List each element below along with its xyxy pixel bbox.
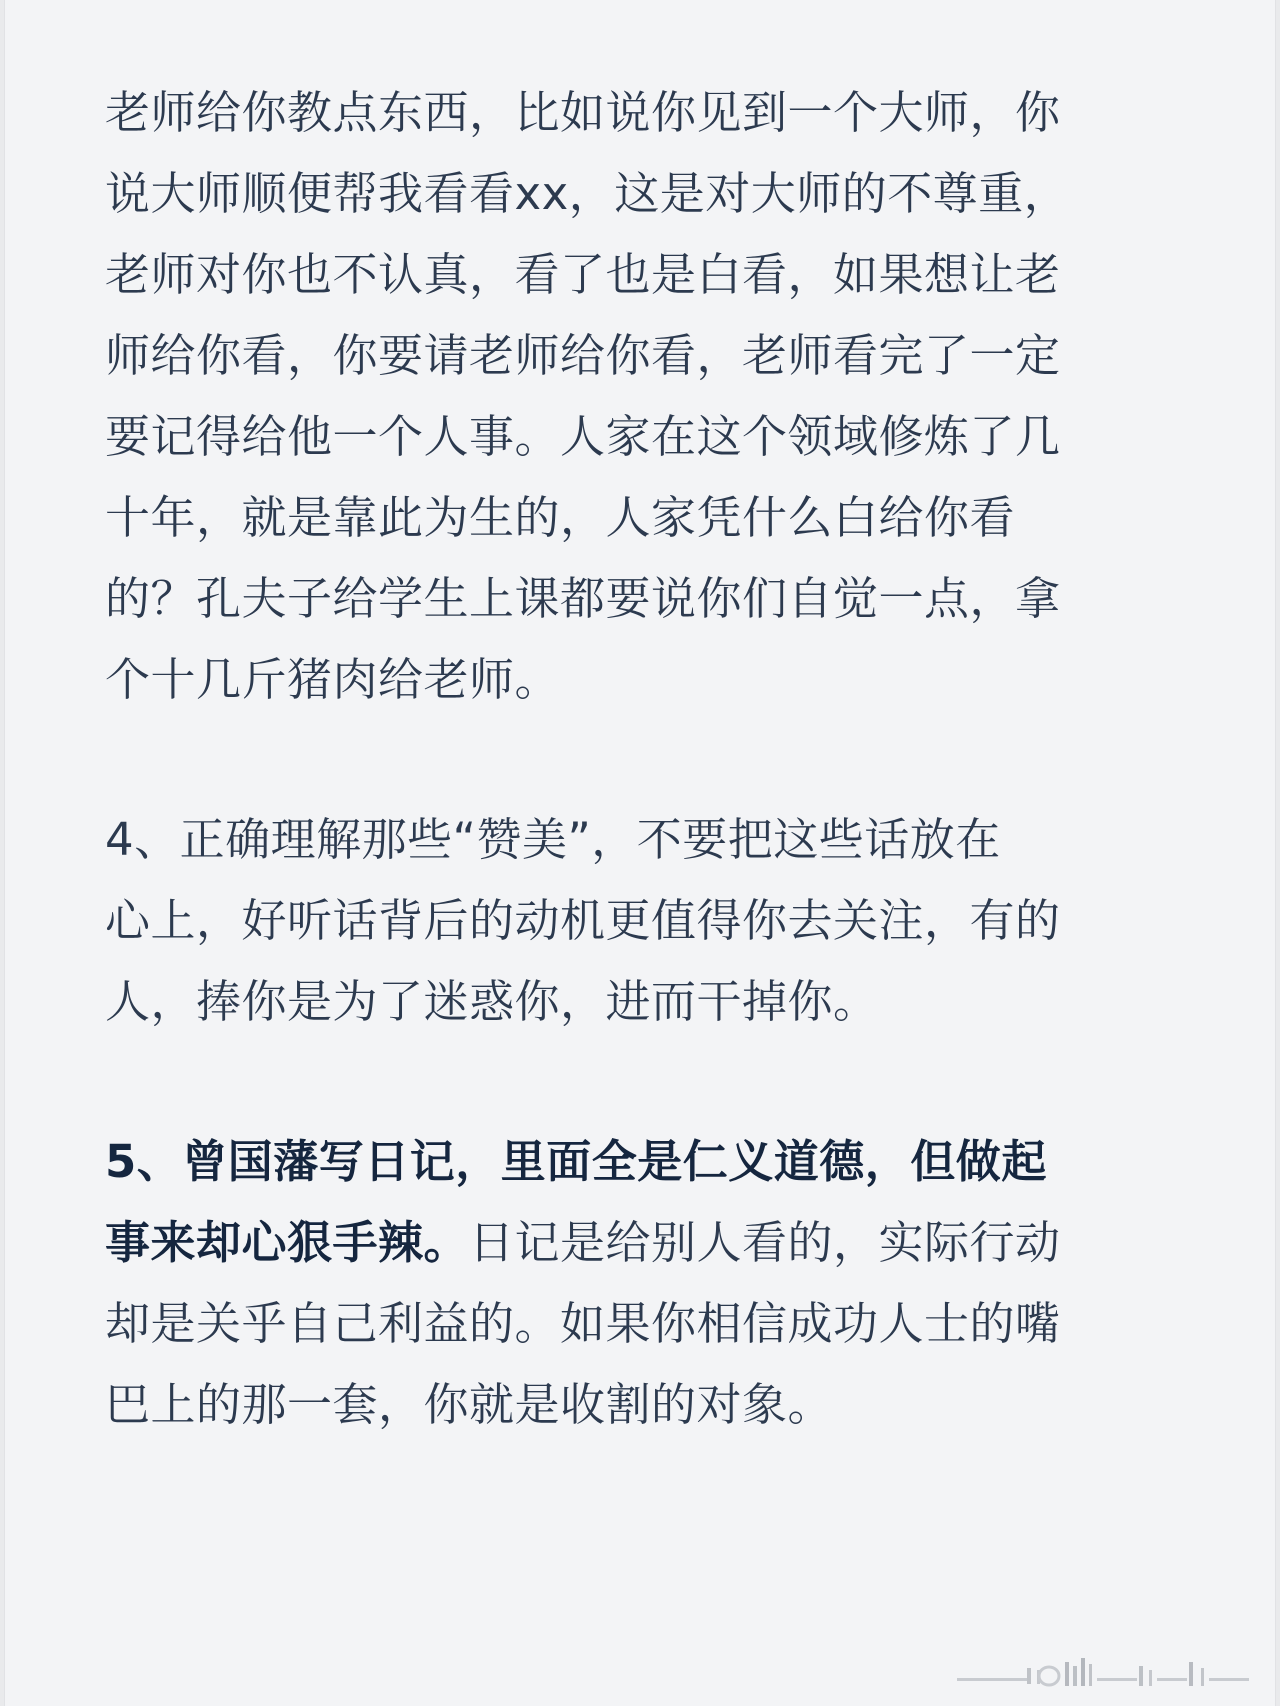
text-line: 巴上的那一套，你就是收割的对象。 — [105, 1378, 834, 1431]
text-line: 师给你看，你要请老师给你看，老师看完了一定 — [105, 329, 1061, 382]
paragraph-point-5 — [105, 1121, 1155, 1445]
text-line: 十年，就是靠此为生的，人家凭什么白给你看 — [105, 491, 1016, 544]
text-line: 人，捧你是为了迷惑你，进而干掉你。 — [105, 975, 879, 1028]
bold-heading-fragment: 事来却心狠手辣。 — [105, 1216, 470, 1269]
text-line: 老师给你教点东西，比如说你见到一个大师，你 — [105, 86, 1061, 139]
text-line: 的？孔夫子给学生上课都要说你们自觉一点，拿 — [105, 572, 1061, 625]
text-line: 说大师顺便帮我看看xx，这是对大师的不尊重， — [105, 167, 1070, 220]
text-line: 个十几斤猪肉给老师。 — [105, 653, 561, 706]
document-page — [4, 0, 1276, 1706]
text-line: 要记得给他一个人事。人家在这个领域修炼了几 — [105, 410, 1061, 463]
bold-heading-line: 5、曾国藩写日记，里面全是仁义道德，但做起 — [105, 1135, 1047, 1188]
text-line: 4、正确理解那些“赞美”，不要把这些话放在 — [105, 813, 1001, 866]
paragraph-point-4 — [105, 799, 1155, 1042]
text-line: 老师对你也不认真，看了也是白看，如果想让老 — [105, 248, 1061, 301]
text-fragment: 日记是给别人看的，实际行动 — [469, 1216, 1061, 1269]
text-line: 心上，好听话背后的动机更值得你去关注，有的 — [105, 894, 1061, 947]
watermark-graphic — [957, 1648, 1257, 1692]
text-line — [105, 1202, 1155, 1283]
article-body — [105, 72, 1155, 1445]
text-line: 却是关乎自己利益的。如果你相信成功人士的嘴 — [105, 1297, 1061, 1350]
paragraph-teacher — [105, 72, 1155, 720]
